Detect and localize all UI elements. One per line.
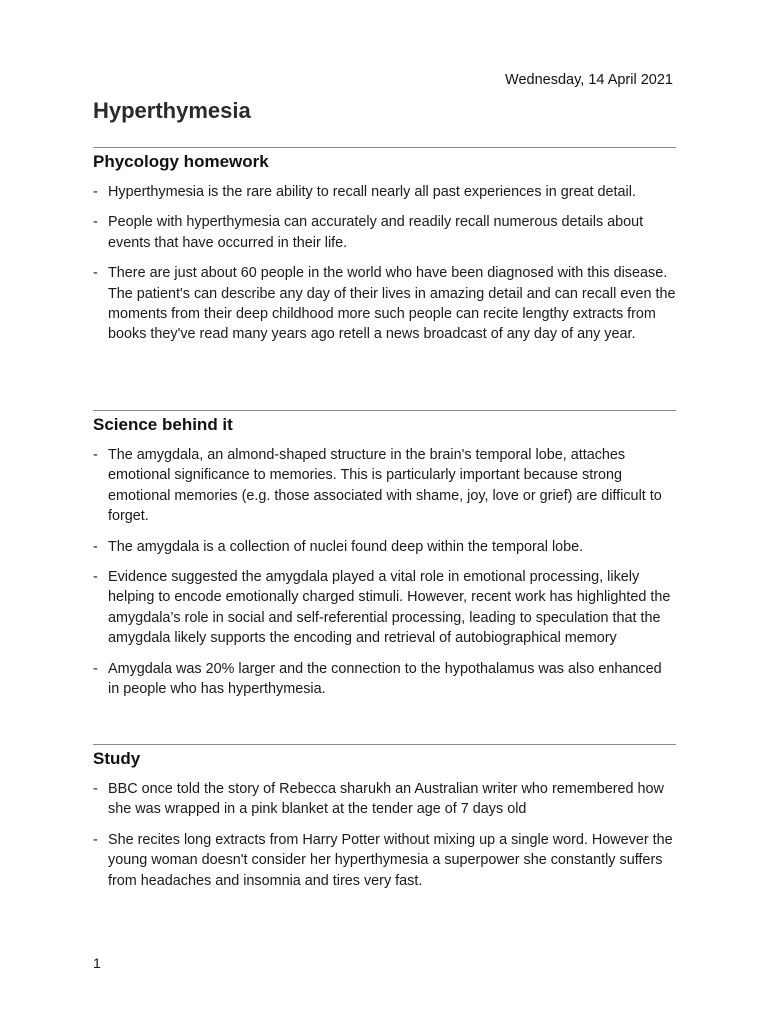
list-item-text: She recites long extracts from Harry Potter without mixing up a single word. However the young woman doesn't consider her hyperthymesia a superpower she constantly suffers from headaches and insomnia and tires very fast. [108,831,673,889]
dash-bullet-icon: - [93,781,98,797]
list-item-text: BBC once told the story of Rebecca sharukh an Australian writer who remembered how she was wrapped in a pink blanket at the tender age of 7 days old [108,781,664,818]
bullet-list [93,182,676,345]
bullet-list [93,779,676,891]
section-heading: Science behind it [93,415,233,434]
list-item-text: People with hyperthymesia can accurately and readily recall numerous details about events that have occurred in their life. [108,214,644,251]
list-item [93,182,676,202]
dash-bullet-icon: - [93,184,98,200]
section-science-behind-it [93,410,676,699]
list-item [93,445,676,527]
page-number: 1 [93,955,101,971]
section-heading: Phycology homework [93,152,269,171]
dash-bullet-icon: - [93,569,98,586]
list-item [93,779,676,820]
dash-bullet-icon: - [93,831,98,848]
dash-bullet-icon: - [93,447,98,463]
list-item [93,830,676,891]
dash-bullet-icon: - [93,538,98,555]
section-heading: Study [93,749,141,768]
list-item [93,212,676,253]
list-item [93,263,676,345]
list-item [93,659,676,700]
dash-bullet-icon: - [93,214,98,231]
list-item [93,567,676,649]
dash-bullet-icon: - [93,265,98,282]
list-item-text: Hyperthymesia is the rare ability to recall nearly all past experiences in great detail. [108,184,636,200]
document-date: Wednesday, 14 April 2021 [505,72,673,88]
section-phycology-homework [93,147,676,345]
list-item-text: Amygdala was 20% larger and the connection to the hypothalamus was also enhanced in people who has hyperthymesia. [108,660,662,698]
section-study [93,744,676,891]
bullet-list [93,445,676,699]
list-item-text: There are just about 60 people in the world who have been diagnosed with this disease. The patient's can describe any day of their lives in amazing detail and can recall even the moments from their deep childhood more such people can recite lengthy extracts from books they've read many years ago retell a news broadcast of any day of any year. [108,265,676,343]
list-item-text: The amygdala is a collection of nuclei found deep within the temporal lobe. [108,538,584,555]
page-title: Hyperthymesia [93,98,251,123]
list-item-text: Evidence suggested the amygdala played a vital role in emotional processing, likely helping to encode emotionally charged stimuli. However, recent work has highlighted the amygdala’s role in social and self-referential processing, leading to speculation that the amygdala likely supports the encoding and retrieval of autobiographical memory [108,569,671,647]
dash-bullet-icon: - [93,660,98,677]
list-item [93,537,676,557]
list-item-text: The amygdala, an almond-shaped structure in the brain's temporal lobe, attaches emotional significance to memories. This is particularly important because strong emotional memories (e.g. those associated with shame, joy, love or grief) are difficult to forget. [108,447,662,525]
